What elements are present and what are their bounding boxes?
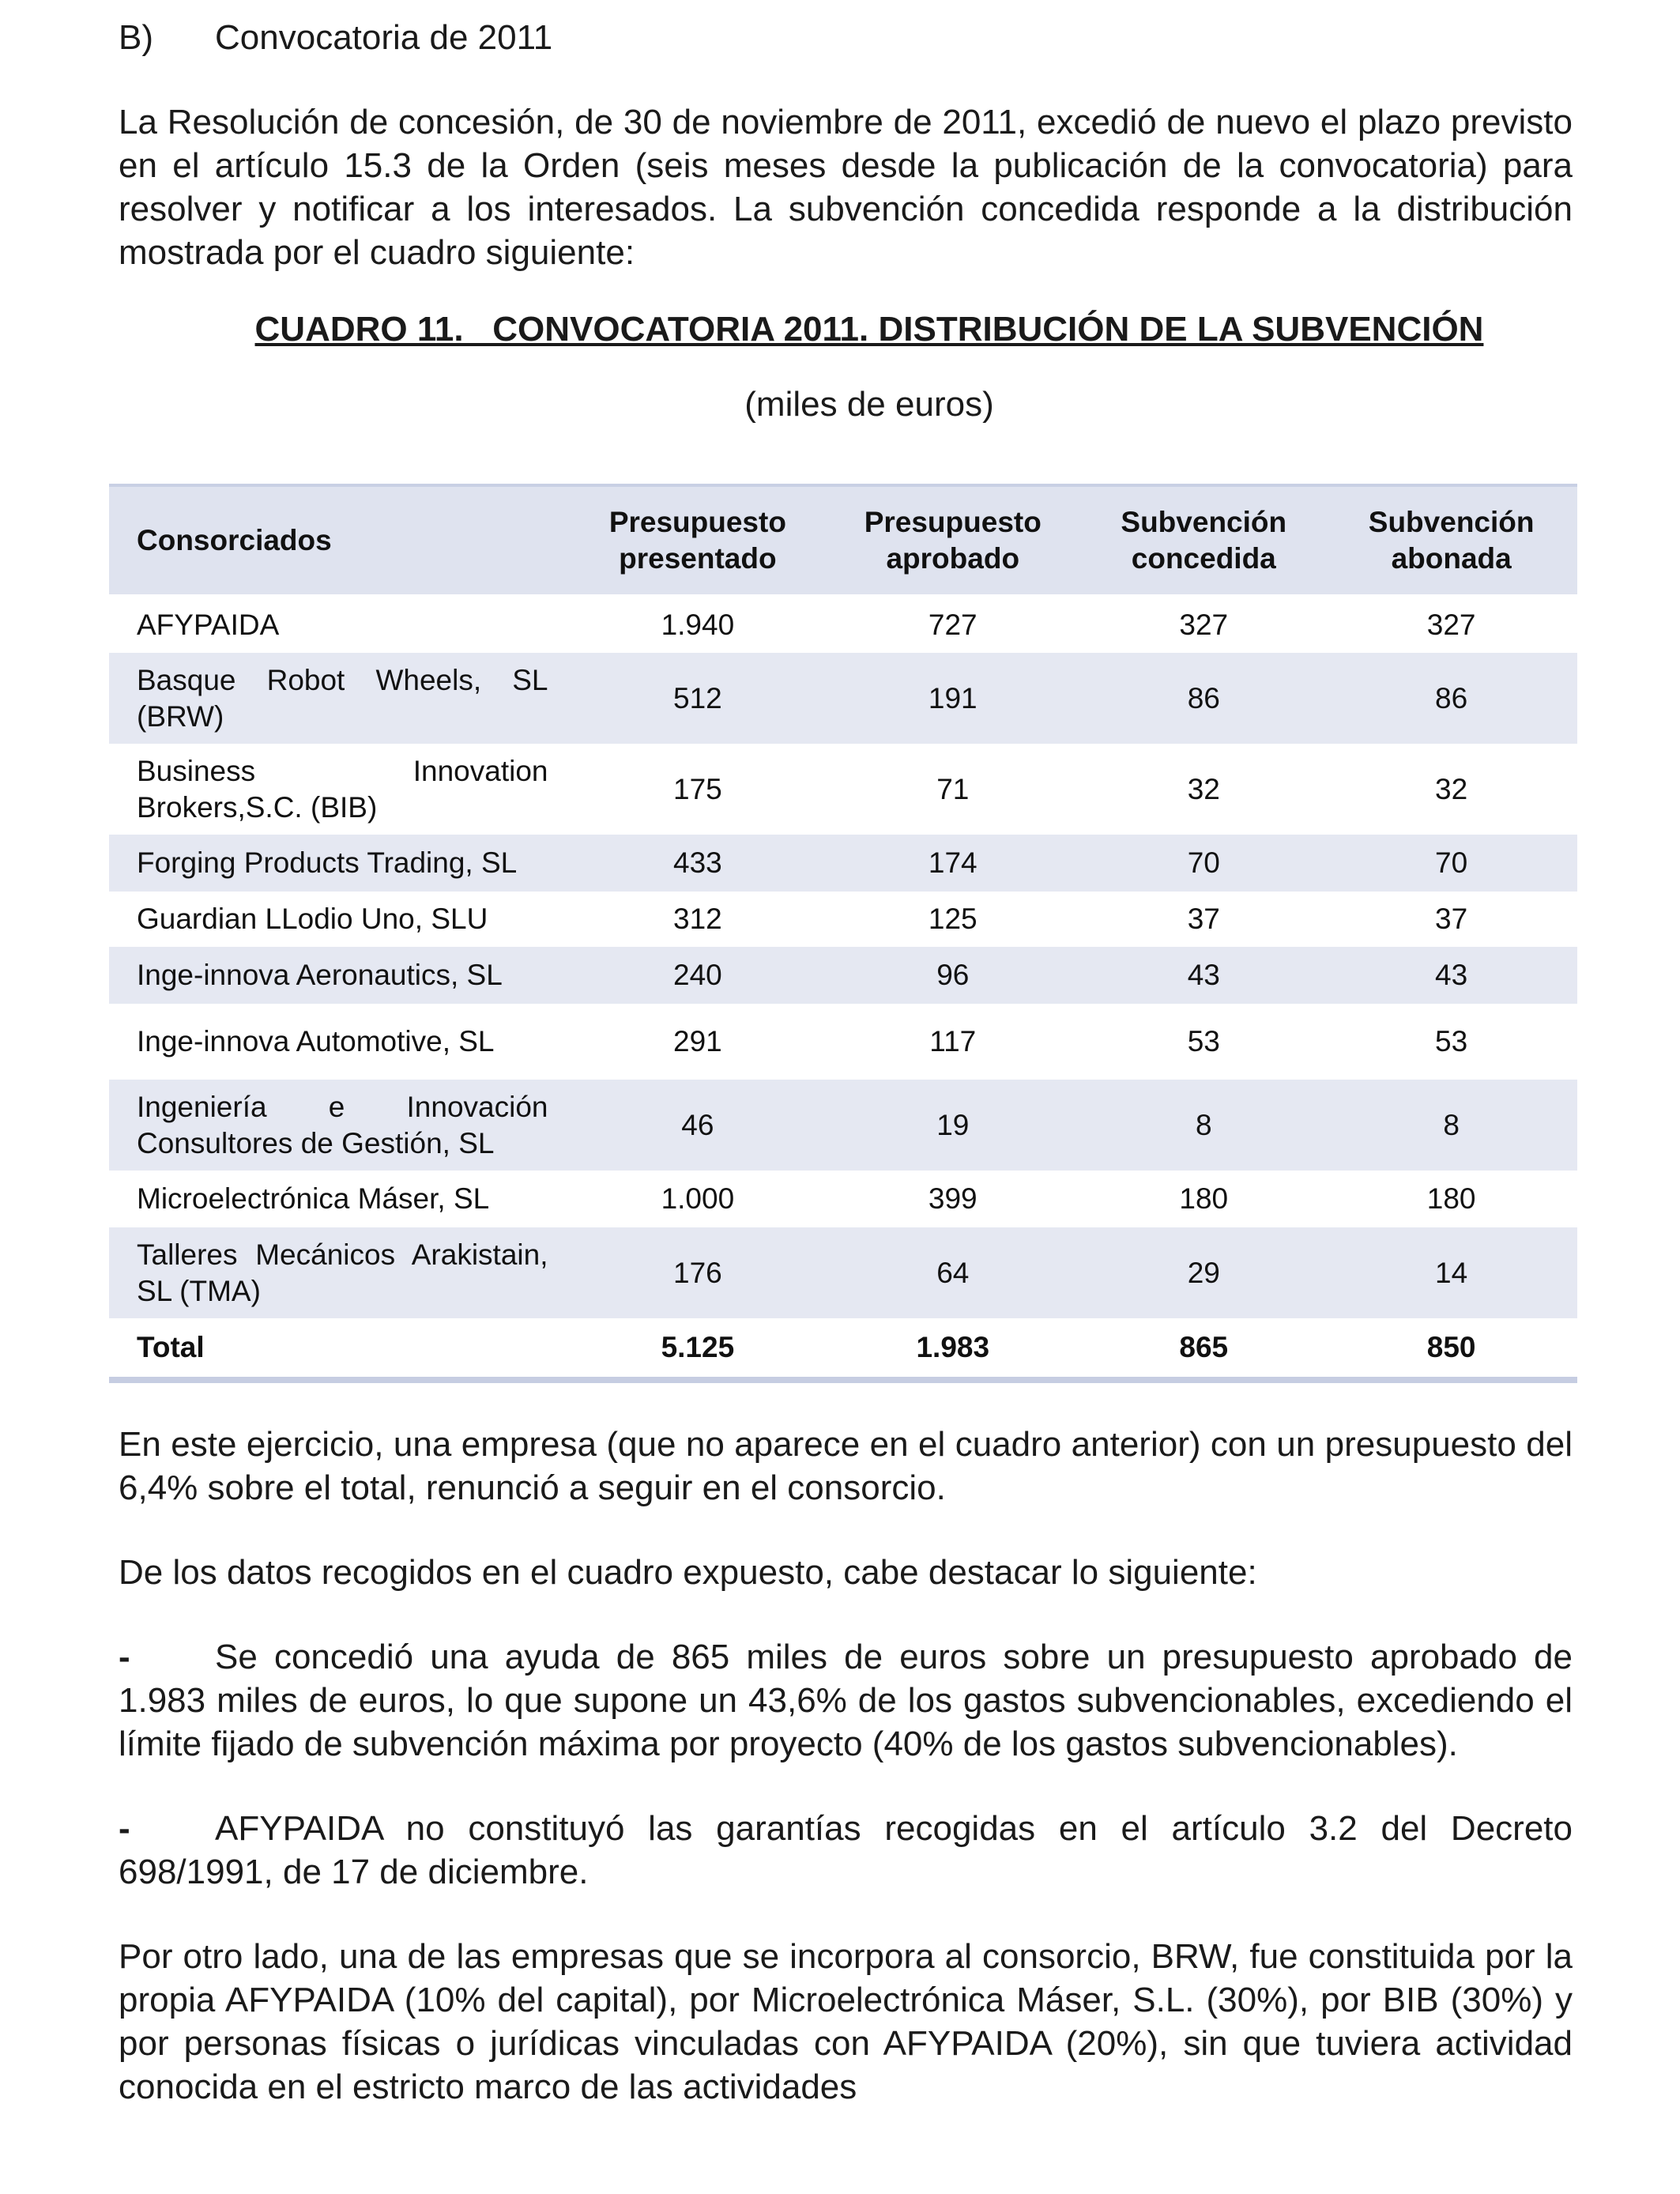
section-heading [119,16,1573,59]
paragraph-renuncia: En este ejercicio, una empresa (que no aparece en el cuadro anterior) con un presupuesto del 6,4% sobre el total, renunció a seguir en el consorcio. [119,1425,1573,1507]
cell-concedida: 29 [1082,1227,1325,1318]
table-row [109,1080,1577,1171]
header-subvencion-abonada: Subvención abonada [1325,485,1577,596]
table-row [109,1171,1577,1227]
cell-presentado: 512 [571,653,823,744]
table-row [109,947,1577,1004]
cell-aprobado: 117 [929,1025,977,1057]
bullet-text: Se concedió una ayuda de 865 miles de euros sobre un presupuesto aprobado de 1.983 miles de euros, lo que supone un 43,6% de los gastos subvencionables, excediendo el límite fijado de subvención máxima por proyecto (40% de los gastos subvencionables). [119,1638,1573,1763]
cell-presentado: 240 [571,947,823,1004]
cell-concedida: 8 [1082,1080,1325,1171]
cell-abonada: 14 [1325,1227,1577,1318]
table-row [109,596,1577,653]
cell-aprobado: 399 [928,1182,977,1215]
cell-aprobado: 125 [928,903,977,935]
table-row [109,1004,1577,1080]
section-marker: B) [119,18,153,57]
bullet-dash: - [119,1809,130,1848]
cell-presentado: 176 [571,1227,823,1318]
total-aprobado: 1.983 [823,1318,1082,1380]
cell-abonada: 32 [1435,772,1468,805]
cell-concedida: 70 [1082,835,1325,892]
distribution-table [109,484,1577,1383]
cell-name: AFYPAIDA [137,609,280,641]
header-subvencion-concedida: Subvención concedida [1082,485,1325,596]
table-row [109,1227,1577,1318]
cell-abonada: 70 [1325,835,1577,892]
cell-name: Basque Robot Wheels, SL (BRW) [109,653,571,744]
total-label: Total [109,1318,571,1380]
header-presupuesto-presentado: Presupuesto presentado [571,485,823,596]
cell-abonada: 53 [1435,1025,1468,1057]
cell-name: Talleres Mecánicos Arakistain, SL (TMA) [109,1227,571,1318]
header-presupuesto-aprobado: Presupuesto aprobado [823,485,1082,596]
bullet-item-ayuda [119,1635,1573,1766]
cell-presentado: 46 [571,1080,823,1171]
cell-abonada: 86 [1325,653,1577,744]
bullet-item-garantias [119,1807,1573,1894]
body-after-table [119,1423,1573,2150]
bullet-dash: - [119,1638,130,1676]
table-header-row [109,485,1577,596]
cell-aprobado: 727 [928,609,977,641]
cell-abonada: 8 [1325,1080,1577,1171]
table-row [109,892,1577,947]
bullet-text: AFYPAIDA no constituyó las garantías recogidas en el artículo 3.2 del Decreto 698/1991, de 17 de diciembre. [119,1809,1573,1891]
cell-concedida: 327 [1179,609,1229,641]
cell-presentado: 1.940 [661,609,735,641]
cell-aprobado: 174 [823,835,1082,892]
cell-name: Microelectrónica Máser, SL [137,1182,490,1215]
cell-concedida: 32 [1187,772,1220,805]
cell-concedida: 43 [1082,947,1325,1004]
cell-presentado: 433 [571,835,823,892]
section-title: Convocatoria de 2011 [215,18,553,57]
paragraph-destacar: De los datos recogidos en el cuadro expuesto, cabe destacar lo siguiente: [119,1553,1257,1592]
cell-concedida: 86 [1082,653,1325,744]
intro-paragraph: La Resolución de concesión, de 30 de noviembre de 2011, excedió de nuevo el plazo previsto en el artículo 15.3 de la Orden (seis meses desde la publicación de la convocatoria) para resolver y notificar a los interesados. La subvención concedida responde a la distribución mostrada por el cuadro siguiente: [119,103,1573,272]
cell-aprobado: 64 [823,1227,1082,1318]
cell-name: Business Innovation Brokers,S.C. (BIB) [137,754,548,824]
cell-presentado: 175 [673,772,722,805]
cell-name: Ingeniería e Innovación Consultores de Gestión, SL [109,1080,571,1171]
paragraph-closing: Por otro lado, una de las empresas que se incorpora al consorcio, BRW, fue constituida por la propia AFYPAIDA (10% del capital), por Microelectrónica Máser, S.L. (30%), por BIB (30%) y por personas físicas o jurídicas vinculadas con AFYPAIDA (20%), sin que tuviera actividad conocida en el estricto marco de las actividades [119,1937,1573,2106]
cell-aprobado: 191 [823,653,1082,744]
cell-abonada: 180 [1426,1182,1476,1215]
table-row [109,835,1577,892]
cell-concedida: 180 [1179,1182,1229,1215]
cell-aprobado: 19 [823,1080,1082,1171]
distribution-table-container [109,484,1577,1383]
cell-concedida: 37 [1187,903,1220,935]
total-presentado: 5.125 [571,1318,823,1380]
cell-presentado: 291 [673,1025,722,1057]
table-row [109,744,1577,835]
cell-abonada: 43 [1325,947,1577,1004]
cell-name: Guardian LLodio Uno, SLU [137,903,488,935]
cell-concedida: 53 [1187,1025,1220,1057]
table-title: CUADRO 11. CONVOCATORIA 2011. DISTRIBUCIÓN DE LA SUBVENCIÓN [254,310,1484,349]
cell-aprobado: 96 [823,947,1082,1004]
cell-aprobado: 71 [936,772,970,805]
header-consorciados: Consorciados [109,485,571,596]
total-concedida: 865 [1082,1318,1325,1380]
table-units: (miles de euros) [744,385,994,424]
cell-name: Inge-innova Aeronautics, SL [109,947,571,1004]
cell-presentado: 1.000 [661,1182,735,1215]
cell-abonada: 37 [1435,903,1468,935]
table-row [109,653,1577,744]
cell-name: Inge-innova Automotive, SL [137,1025,495,1057]
table-total-row [109,1318,1577,1380]
total-abonada: 850 [1325,1318,1577,1380]
cell-abonada: 327 [1426,609,1476,641]
cell-presentado: 312 [673,903,722,935]
document-page [119,16,1573,464]
cell-name: Forging Products Trading, SL [109,835,571,892]
